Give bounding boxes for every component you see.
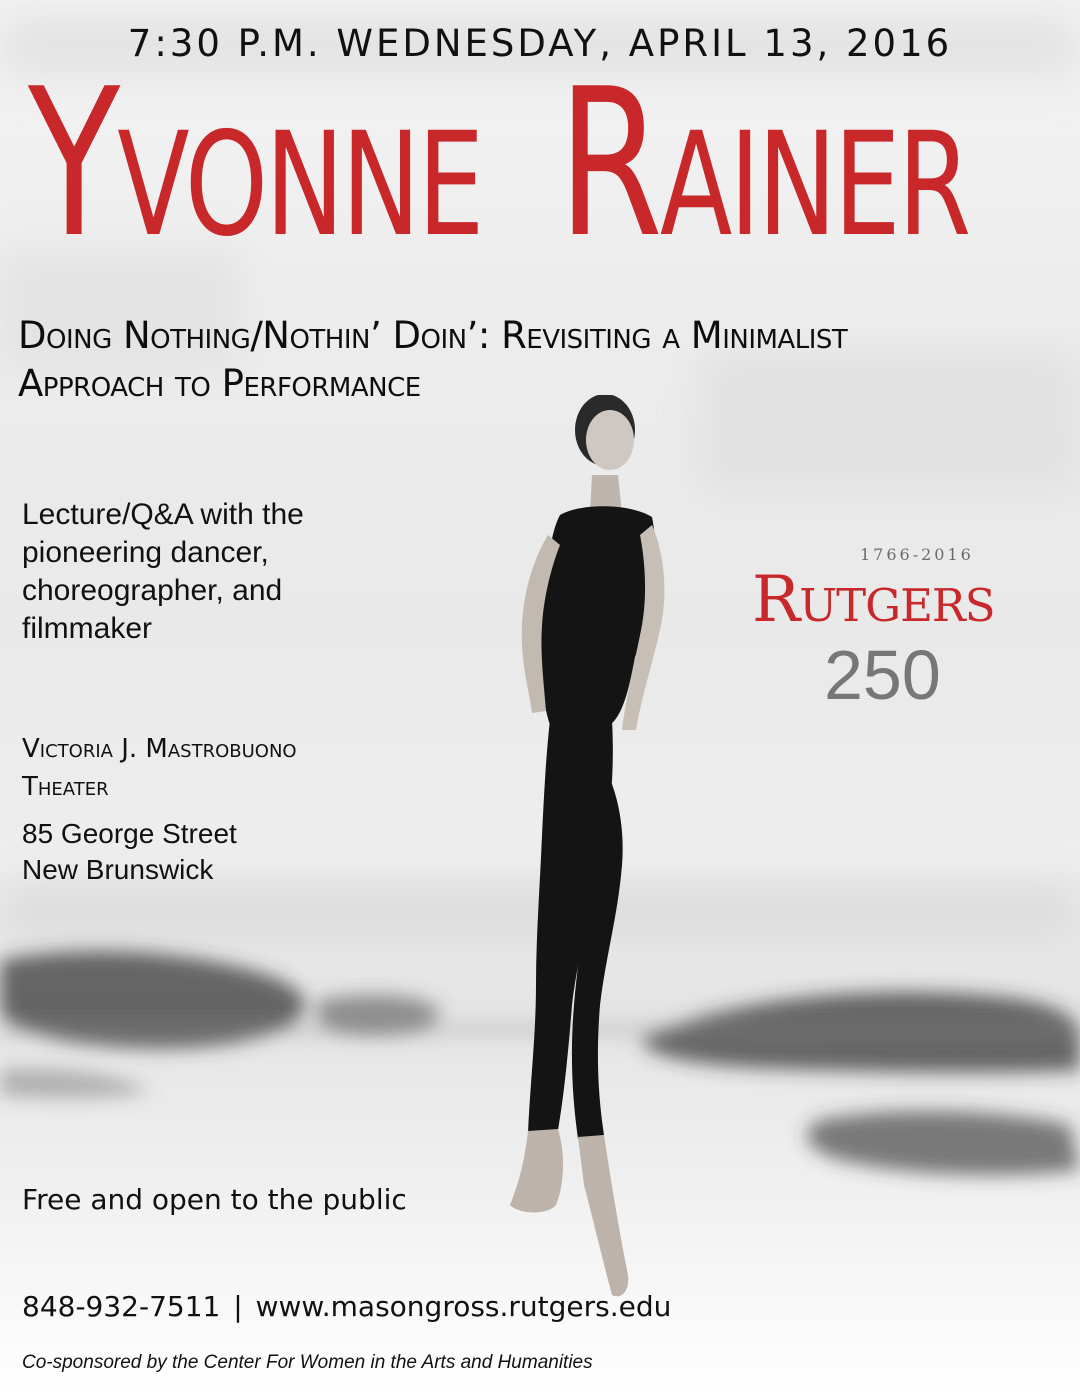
lecture-title-line-2: Approach to Performance bbox=[18, 362, 421, 405]
admission-note: Free and open to the public bbox=[22, 1183, 407, 1216]
sponsor-note: Co-sponsored by the Center For Women in the Arts and Humanities bbox=[22, 1352, 593, 1373]
lecture-title bbox=[18, 312, 1068, 408]
lecture-description-line: Lecture/Q&A with the bbox=[22, 498, 304, 531]
lecture-description bbox=[22, 496, 382, 648]
venue-name bbox=[22, 730, 382, 806]
event-datetime: 7:30 P.M. WEDNESDAY, APRIL 13, 2016 bbox=[127, 22, 953, 65]
speaker-last-name: Rainer bbox=[558, 46, 969, 283]
logo-years: 1766-2016 bbox=[860, 545, 974, 564]
lecture-description-line: pioneering dancer, bbox=[22, 536, 269, 569]
contact-phone: 848-932-7511 bbox=[22, 1290, 221, 1323]
lecture-description-line: filmmaker bbox=[22, 612, 153, 645]
venue-address bbox=[22, 816, 382, 888]
venue-name-line-1: Victoria J. Mastrobuono bbox=[22, 734, 297, 764]
venue-name-line-2: Theater bbox=[22, 772, 109, 802]
speaker-first-name: Yvonne bbox=[28, 46, 482, 283]
logo-brand: Rutgers bbox=[752, 563, 995, 637]
contact-line bbox=[22, 1290, 671, 1323]
contact-website-link[interactable]: www.masongross.rutgers.edu bbox=[255, 1290, 672, 1323]
lecture-description-line: choreographer, and bbox=[22, 574, 283, 607]
logo-number: 250 bbox=[824, 636, 941, 714]
rutgers-250-logo bbox=[752, 545, 1052, 715]
venue-street: 85 George Street bbox=[22, 818, 237, 849]
lecture-title-line-1: Doing Nothing/Nothin’ Doin’: Revisiting a Minimalist bbox=[18, 314, 848, 357]
dancer-figure bbox=[360, 395, 690, 1325]
contact-separator: | bbox=[233, 1290, 243, 1323]
venue-city: New Brunswick bbox=[22, 854, 214, 885]
speaker-name bbox=[28, 46, 1068, 290]
